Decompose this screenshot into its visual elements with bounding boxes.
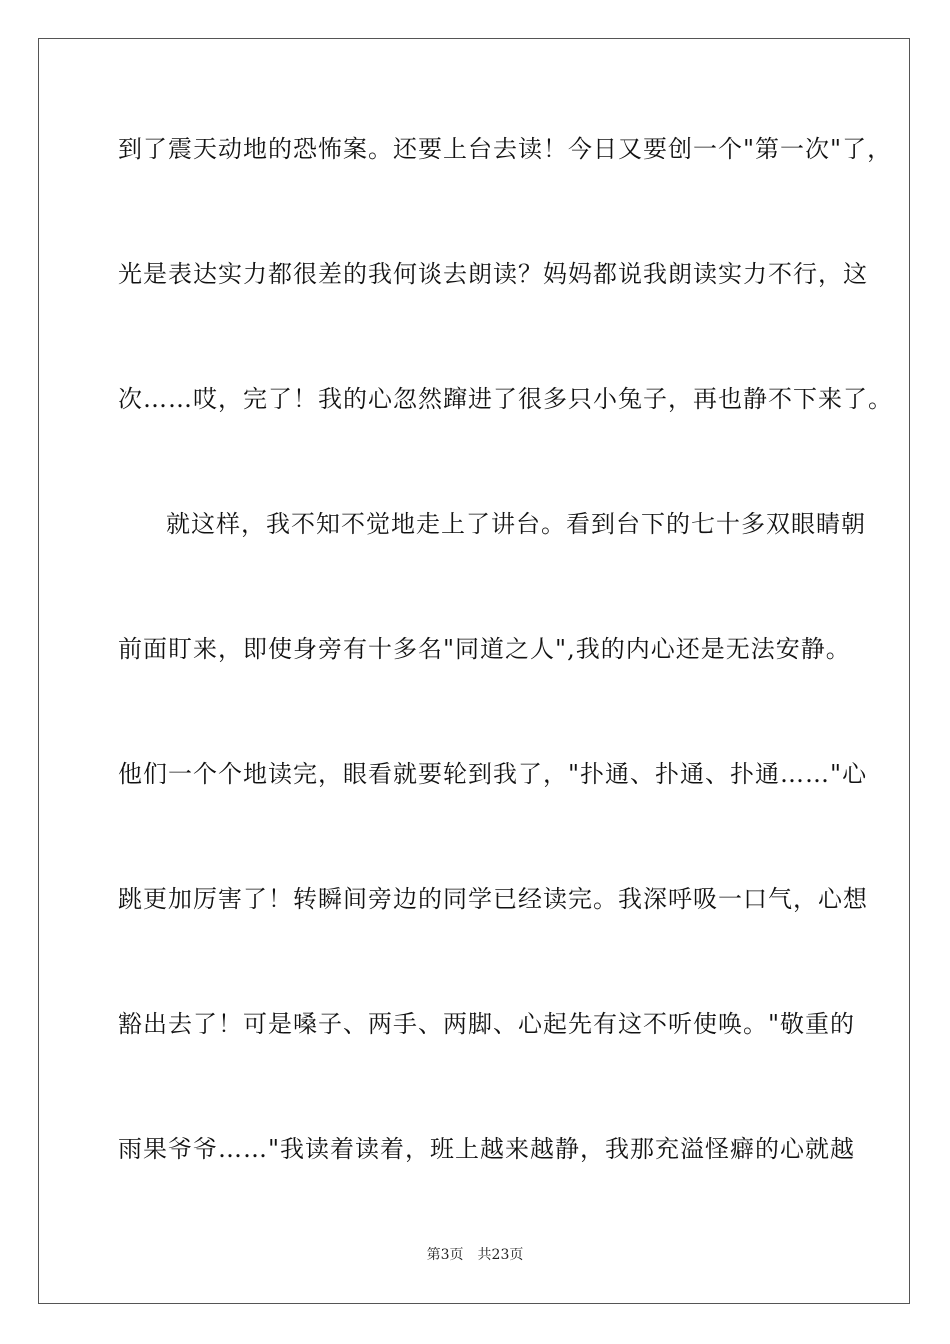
body-text-line: 雨果爷爷……"我读着读着，班上越来越静，我那充溢怪癖的心就越 [118,1135,856,1163]
page-number: 第3页 [426,1247,464,1263]
body-text-line: 次……哎，完了！我的心忽然蹿进了很多只小兔子，再也静不下来了。 [118,385,893,413]
body-text-line: 光是表达实力都很差的我何谈去朗读？妈妈都说我朗读实力不行，这 [118,260,868,288]
total-pages: 共23页 [477,1247,524,1263]
body-text-line: 跳更加厉害了！转瞬间旁边的同学已经读完。我深呼吸一口气，心想 [118,885,868,913]
body-text-line: 他们一个个地读完，眼看就要轮到我了，"扑通、扑通、扑通……"心 [118,760,868,788]
page-footer [0,1246,950,1264]
body-text-line: 豁出去了！可是嗓子、两手、两脚、心起先有这不听使唤。"敬重的 [118,1010,856,1038]
page-border [38,38,910,1304]
paragraph-first-line: 就这样，我不知不觉地走上了讲台。看到台下的七十多双眼睛朝 [166,510,866,538]
body-text-line: 到了震天动地的恐怖案。还要上台去读！今日又要创一个"第一次"了， [118,135,893,163]
body-text-line: 前面盯来，即使身旁有十多名"同道之人",我的内心还是无法安静。 [118,635,851,663]
